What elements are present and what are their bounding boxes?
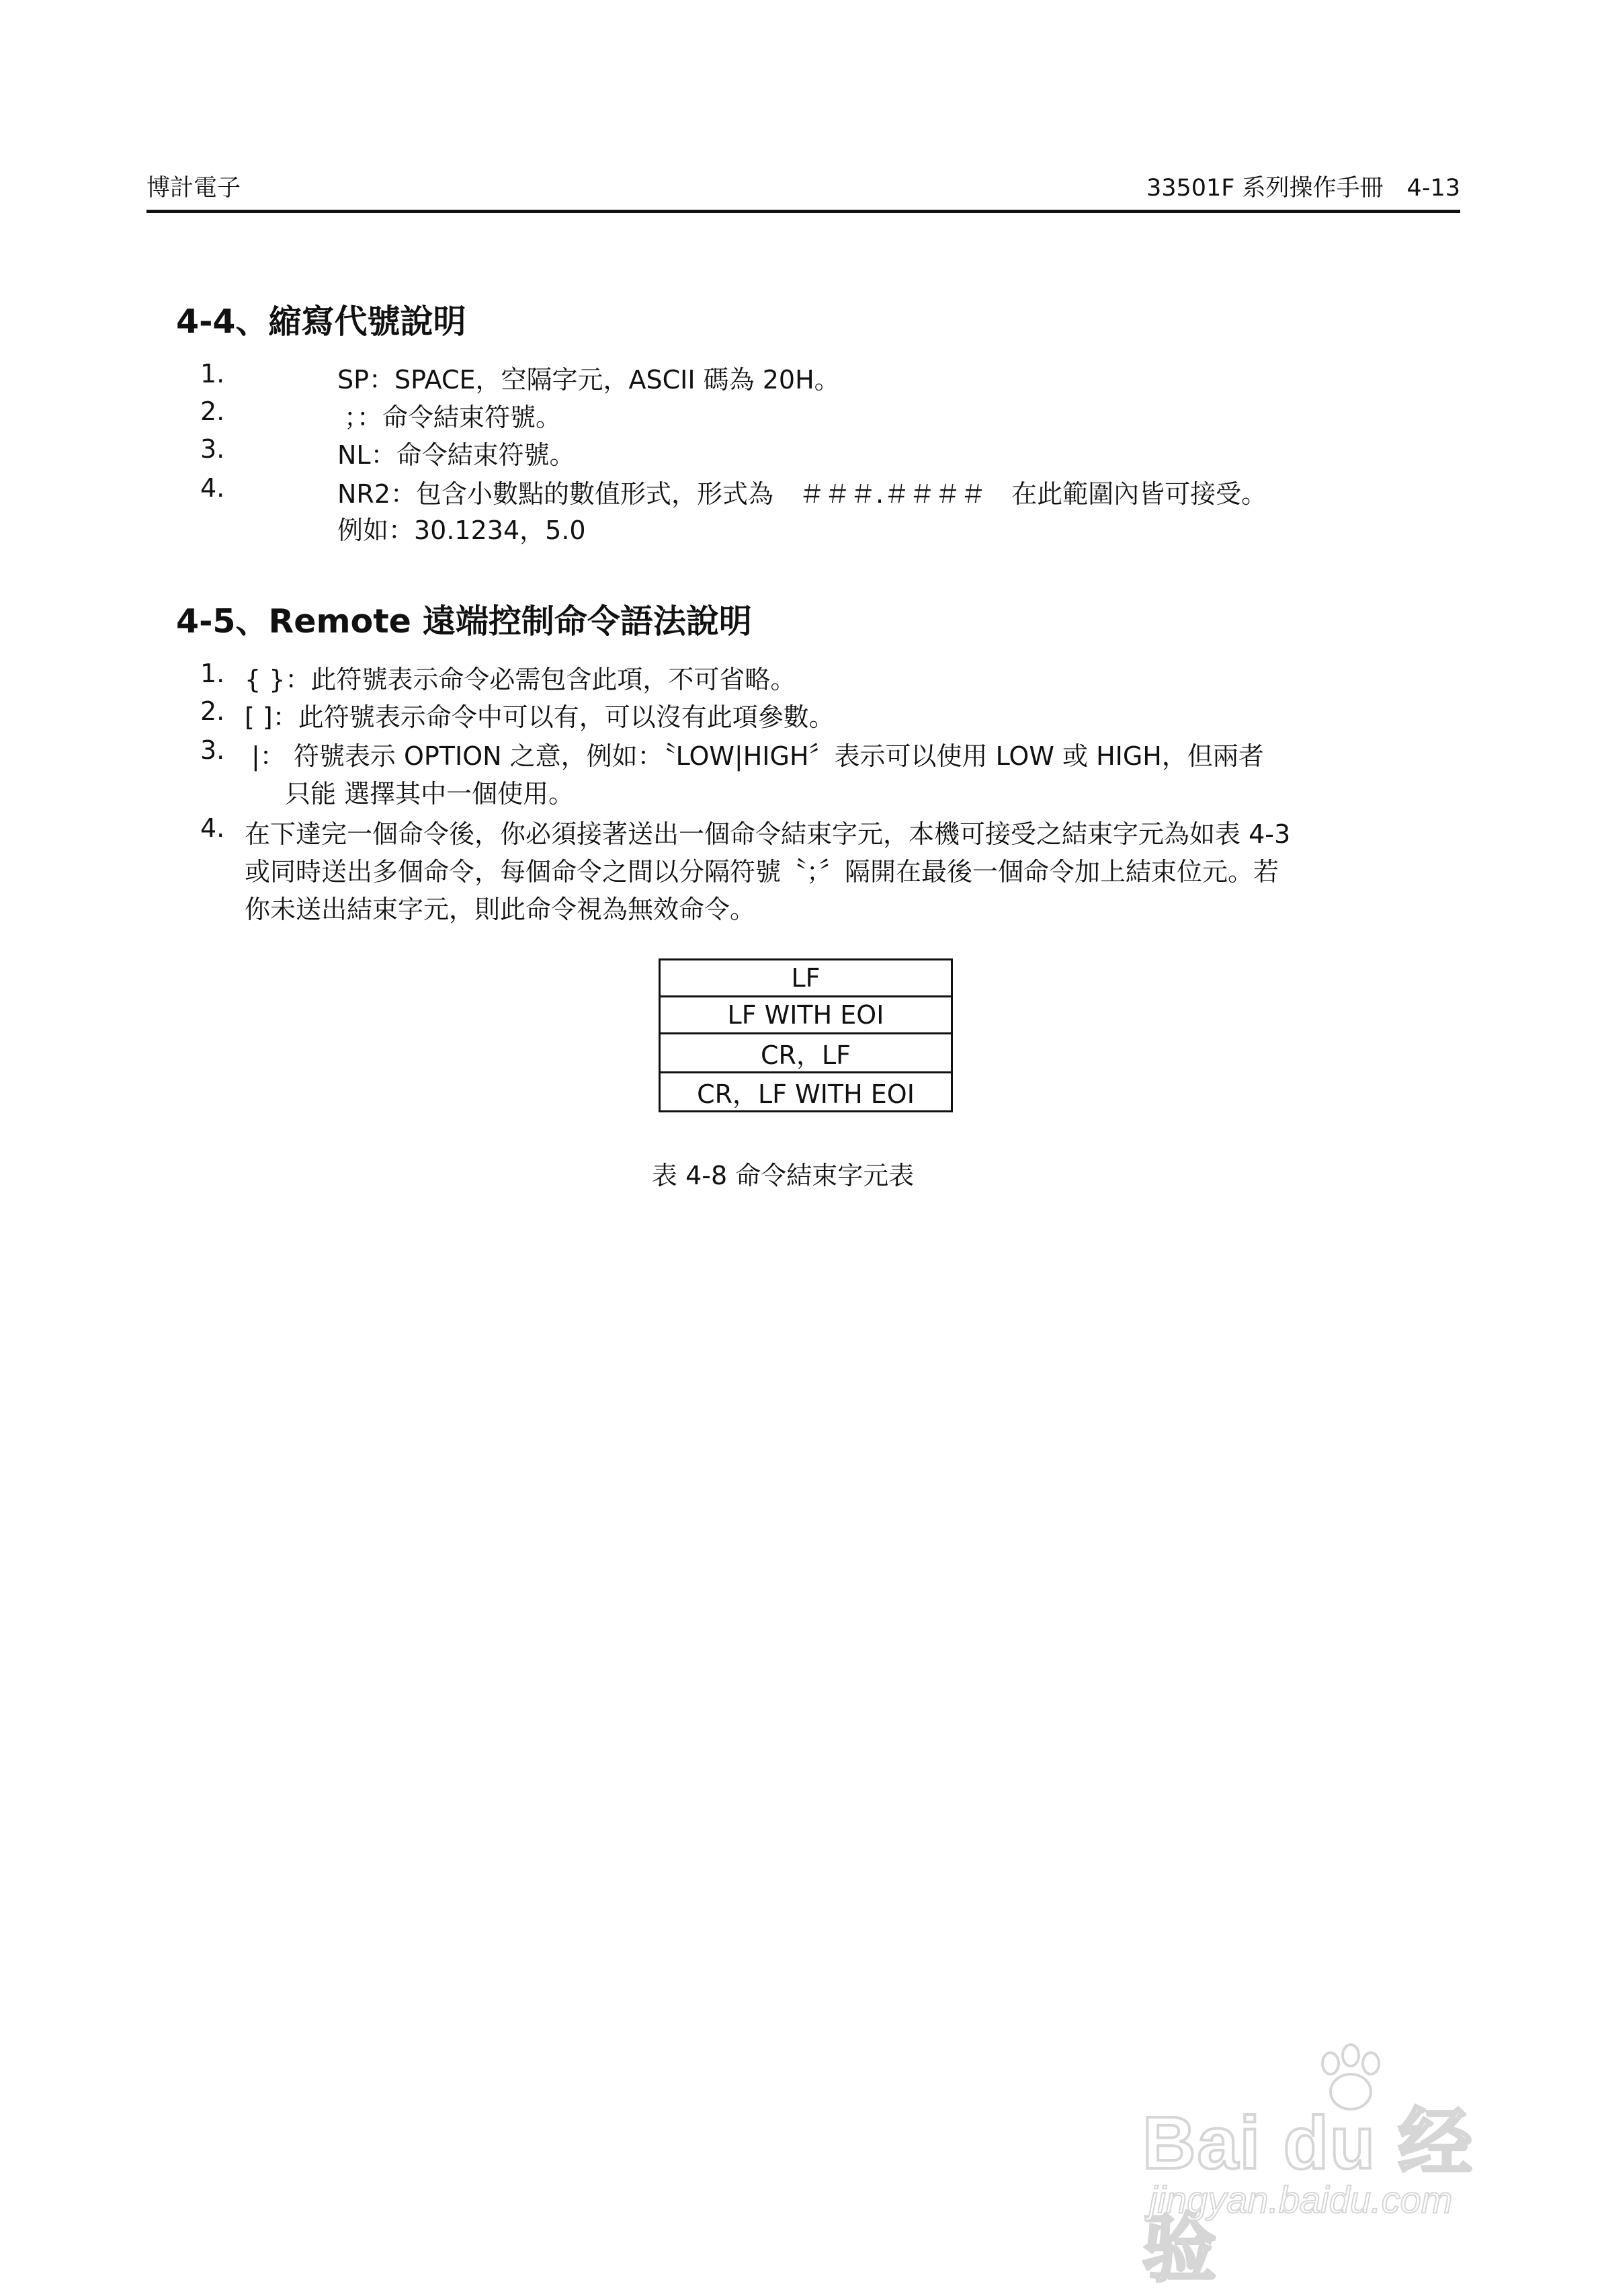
- list-item-number: 2.: [200, 397, 225, 426]
- table-cell: LF WITH EOI: [660, 997, 952, 1034]
- table-row: [660, 960, 952, 997]
- manual-title-page-number: 33501F 系列操作手冊 4-13: [1146, 175, 1460, 202]
- list-item-number: 2.: [200, 696, 225, 726]
- baidu-watermark: [1142, 2043, 1519, 2291]
- list-item-continuation: 或同時送出多個命令，每個命令之間以分隔符號〝；〞隔開在最後一個命令加上結束位元。若: [245, 857, 1279, 887]
- list-item-text: NL：命令結束符號。: [337, 440, 575, 470]
- table-row: [660, 1073, 952, 1112]
- table-caption: 表 4-8 命令結束字元表: [652, 1161, 915, 1190]
- table-cell: CR，LF WITH EOI: [660, 1073, 952, 1112]
- list-item-number: 4.: [200, 813, 225, 843]
- section-heading-4-4: 4-4、縮寫代號說明: [176, 302, 466, 341]
- page-header: [146, 169, 1460, 213]
- watermark-url: jingyan.baidu.com: [1149, 2178, 1453, 2221]
- list-item-text: NR2：包含小數點的數值形式，形式為 ＃＃＃.＃＃＃＃ 在此範圍內皆可接受。: [337, 479, 1267, 509]
- list-item-number: 3.: [200, 434, 225, 464]
- list-item-text: SP：SPACE，空隔字元，ASCII 碼為 20H。: [337, 365, 840, 395]
- table-cell: LF: [660, 960, 952, 997]
- table-row: [660, 1034, 952, 1073]
- section-heading-4-5: 4-5、Remote 遠端控制命令語法說明: [176, 602, 752, 641]
- watermark-brand: Bai du 经验: [1142, 2102, 1474, 2291]
- list-item-number: 1.: [200, 659, 225, 688]
- list-item-text: [ ]：此符號表示命令中可以有，可以沒有此項參數。: [245, 702, 835, 732]
- table-row: [660, 997, 952, 1034]
- terminator-table: [659, 958, 953, 1112]
- list-item-continuation: 例如：30.1234，5.0: [337, 516, 586, 545]
- list-item-continuation: 你未送出結束字元，則此命令視為無效命令。: [245, 895, 756, 924]
- list-item-continuation: 只能 選擇其中一個使用。: [285, 779, 575, 809]
- list-item-text: ；：命令結束符號。: [344, 403, 562, 432]
- list-item-text: |： 符號表示 OPTION 之意，例如：〝LOW|HIGH〞表示可以使用 LOW 或 HIGH，但兩者: [251, 741, 1264, 771]
- company-name: 博計電子: [146, 175, 241, 202]
- table-cell: CR，LF: [660, 1034, 952, 1073]
- list-item-text: { }：此符號表示命令必需包含此項，不可省略。: [245, 665, 796, 694]
- list-item-text: 在下達完一個命令後，你必須接著送出一個命令結束字元，本機可接受之結束字元為如表 4-3: [245, 819, 1291, 849]
- list-item-number: 1.: [200, 359, 225, 388]
- list-item-number: 3.: [200, 735, 225, 765]
- list-item-number: 4.: [200, 473, 225, 503]
